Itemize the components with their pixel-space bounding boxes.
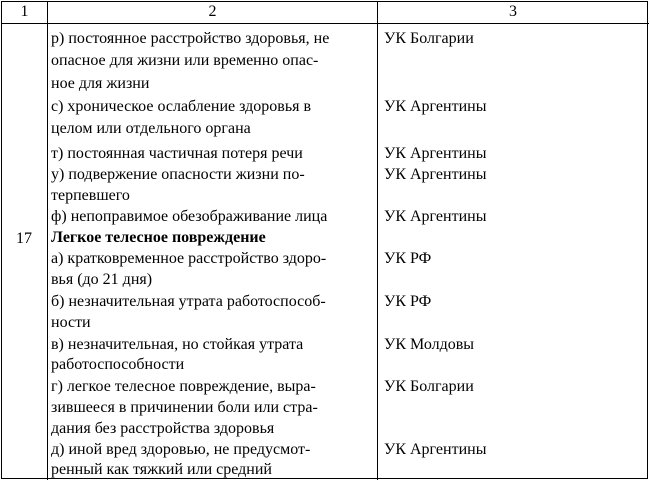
injury-line: а) кратковременное расстройство здоро- xyxy=(51,250,327,267)
injury-line: с) хроническое ослабление здоровья в xyxy=(51,98,312,115)
criminal-code-source: УК Аргентины xyxy=(384,441,487,458)
header-col-3: 3 xyxy=(509,3,517,20)
criminal-code-source: УК Аргентины xyxy=(384,208,487,225)
injury-line: терпевшего xyxy=(51,187,130,204)
injury-line: ф) непоправимое обезображивание лица xyxy=(51,208,328,225)
injury-line: ное для жизни xyxy=(51,75,150,92)
injury-line: целом или отдельного органа xyxy=(51,120,251,137)
injury-line: у) подвержение опасности жизни по- xyxy=(51,166,305,183)
header-col-2: 2 xyxy=(208,3,217,20)
criminal-code-source: УК РФ xyxy=(384,250,432,267)
injury-line: вья (до 21 дня) xyxy=(51,271,153,288)
column-divider xyxy=(47,1,48,480)
injury-line: зившееся в причинении боли или стра- xyxy=(51,399,318,416)
injury-line: р) постоянное расстройство здоровья, не xyxy=(51,30,330,47)
injury-line: ности xyxy=(51,314,91,331)
injury-line: ренный как тяжкий или средний xyxy=(51,461,272,478)
injury-line: дания без расстройства здоровья xyxy=(51,420,275,437)
criminal-code-source: УК Аргентины xyxy=(384,166,487,183)
criminal-code-source: УК Аргентины xyxy=(384,98,487,115)
section-heading: Легкое телесное повреждение xyxy=(51,229,266,246)
header-col-1: 1 xyxy=(20,3,29,20)
criminal-code-source: УК Аргентины xyxy=(384,145,487,162)
header-divider xyxy=(1,23,649,24)
injury-line: б) незначительная утрата работоспособ- xyxy=(51,293,326,310)
injury-line: д) иной вред здоровью, не предусмот- xyxy=(51,441,311,458)
injury-line: в) незначительная, но стойкая утрата xyxy=(51,336,304,353)
injury-line: опасное для жизни или временно опас- xyxy=(51,52,319,69)
injury-line: г) легкое телесное повреждение, выра- xyxy=(51,378,316,395)
column-divider xyxy=(377,1,378,480)
criminal-code-source: УК Болгарии xyxy=(384,378,474,395)
injury-line: т) постоянная частичная потеря речи xyxy=(51,145,303,162)
row-number: 17 xyxy=(16,230,32,247)
criminal-code-source: УК РФ xyxy=(384,293,432,310)
criminal-code-source: УК Болгарии xyxy=(384,30,474,47)
criminal-code-source: УК Молдовы xyxy=(384,336,475,353)
injury-line: работоспособности xyxy=(51,356,185,373)
